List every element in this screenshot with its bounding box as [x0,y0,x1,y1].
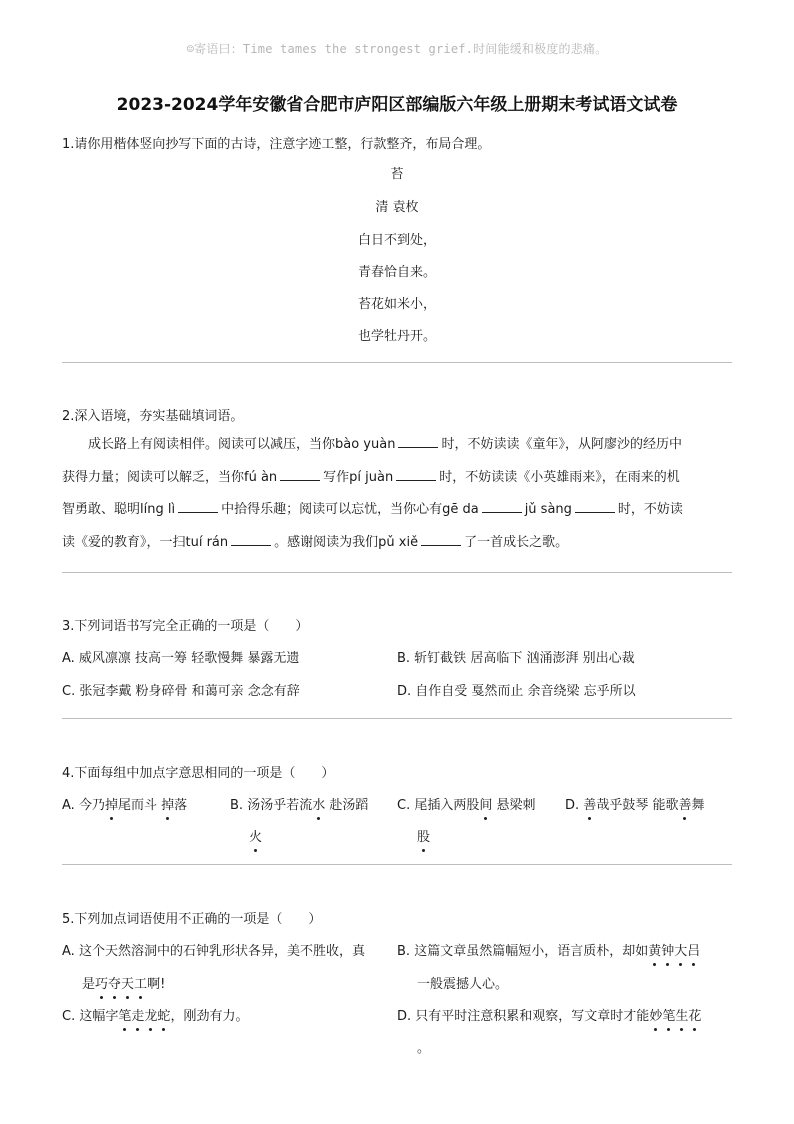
passage-text: 获得力量；阅读可以解乏，当你fú àn [62,469,278,485]
dotted-phrase: 黄钟大吕 [648,944,700,959]
divider [62,718,732,719]
passage-text: 时，不妨读读《小英雄雨来》，在雨来的机 [439,469,680,485]
question-3-prompt: 3.下列词语书写完全正确的一项是（ ） [62,619,309,634]
passage-text: 写作pí juàn [323,469,394,485]
poem-line: 也学牡丹开。 [357,329,436,344]
option-label: C. [397,798,411,813]
option-text: 只有平时注意积累和观察，写文章时才能 [415,1009,650,1024]
option-text: 啊! [147,977,166,992]
dotted-char: 善 [583,794,596,813]
passage-text: 时，不妨读 [617,502,683,517]
option-text: 是 [82,977,96,992]
question-4-prompt: 4.下面每组中加点字意思相同的一项是（ ） [62,766,335,781]
option-label: B. [397,944,411,959]
dotted-char: 火 [249,826,262,845]
option-b-continued [249,826,262,845]
answer-blank[interactable] [482,500,522,513]
option-d[interactable] [565,794,704,813]
poem-title: 苔 [390,167,404,182]
option-b[interactable] [230,794,368,813]
poem-line: 青春恰自来。 [357,265,436,280]
passage-text: 。感谢阅读为我们pǔ xiě [274,534,419,550]
option-d[interactable] [397,1005,701,1024]
option-text: 今乃 [78,798,105,813]
option-text: 悬梁刺 [492,798,536,813]
option-a[interactable] [62,794,187,813]
option-a[interactable]: A. 威风凛凛 技高一筹 轻歌慢舞 暴露无遗 [62,651,300,666]
option-d-continued: 。 [417,1041,431,1056]
option-label: B. [230,798,244,813]
option-text: 舞 [691,798,705,813]
option-label: A. [62,798,75,813]
divider [62,362,732,363]
option-text: 这幅字 [79,1009,119,1024]
passage-text: 智勇敢、聪明líng lì [62,502,176,517]
option-c-continued [417,826,430,845]
answer-blank[interactable] [280,468,320,481]
passage-text: 时，不妨读读《童年》，从阿廖沙的经历中 [441,437,682,452]
divider [62,572,732,573]
option-b[interactable] [397,940,700,959]
option-text: 尾插入两股 [414,798,480,813]
option-label: D. [397,1009,412,1024]
option-label: D. [565,798,580,813]
answer-blank[interactable] [398,435,438,448]
option-text: 落 [174,798,188,813]
dotted-char: 股 [417,826,430,845]
divider [62,864,732,865]
answer-blank[interactable] [575,500,615,513]
option-c[interactable] [62,1005,248,1024]
dotted-phrase: 巧夺天工 [95,977,147,992]
option-b[interactable]: B. 斩钉截铁 居高临下 汹涌澎湃 别出心裁 [397,651,635,666]
option-c[interactable]: C. 张冠李戴 粉身碎骨 和蔼可亲 念念有辞 [62,684,300,699]
option-d[interactable]: D. 自作自受 戛然而止 余音绕梁 忘乎所以 [397,684,636,699]
answer-blank[interactable] [396,468,436,481]
answer-blank[interactable] [421,533,461,546]
passage-text: 成长路上有阅读相伴。阅读可以减压，当你bào yuàn [88,437,396,452]
question-2-passage [62,429,732,559]
option-label: A. [62,944,75,959]
option-text: 尾而斗 [117,798,162,813]
watermark: ☺寄语曰：Time tames the strongest grief.时间能缓和极度的悲痛。 [186,42,608,56]
option-label: C. [62,1009,76,1024]
dotted-char: 掉 [105,794,118,813]
passage-text: jǔ sàng [524,502,572,517]
page-title: 2023-2024学年安徽省合肥市庐阳区部编版六年级上册期末考试语文试卷 [116,95,678,115]
option-text: ，刚劲有力。 [170,1009,249,1024]
option-a-continued [82,973,165,992]
dotted-char: 间 [479,794,492,813]
passage-text: 中拾得乐趣；阅读可以忘忧，当你心有gē da [221,502,479,517]
dotted-phrase: 妙笔生花 [649,1009,701,1024]
option-text: 哉乎鼓琴 能歌 [596,798,679,813]
poem-author: 清 袁枚 [375,200,419,215]
question-2-prompt: 2.深入语境，夯实基础填词语。 [62,409,244,424]
dotted-char: 掉 [161,794,174,813]
passage-text: 了一首成长之歌。 [464,534,569,550]
dotted-char: 善 [678,794,691,813]
question-1-prompt: 1.请你用楷体竖向抄写下面的古诗，注意字迹工整，行款整齐，布局合理。 [62,137,491,152]
option-text: 这篇文章虽然篇幅短小，语言质朴，却如 [414,944,649,959]
dotted-phrase: 笔走龙蛇 [118,1009,170,1024]
option-c[interactable] [397,794,536,813]
option-text: 赴汤蹈 [325,798,369,813]
option-b-continued: 一般震撼人心。 [417,977,509,992]
passage-text: 读《爱的教育》，一扫tuí rán [62,534,229,550]
question-5-prompt: 5.下列加点词语使用不正确的一项是（ ） [62,912,322,927]
option-text: 这个天然溶洞中的石钟乳形状各异，美不胜收，真 [78,944,365,959]
poem-line: 白日不到处， [357,233,436,248]
option-a[interactable] [62,940,365,959]
answer-blank[interactable] [231,533,271,546]
dotted-char: 水 [312,794,325,813]
poem-line: 苔花如米小， [357,297,436,312]
option-text: 汤汤乎若流 [247,798,313,813]
answer-blank[interactable] [178,500,218,513]
